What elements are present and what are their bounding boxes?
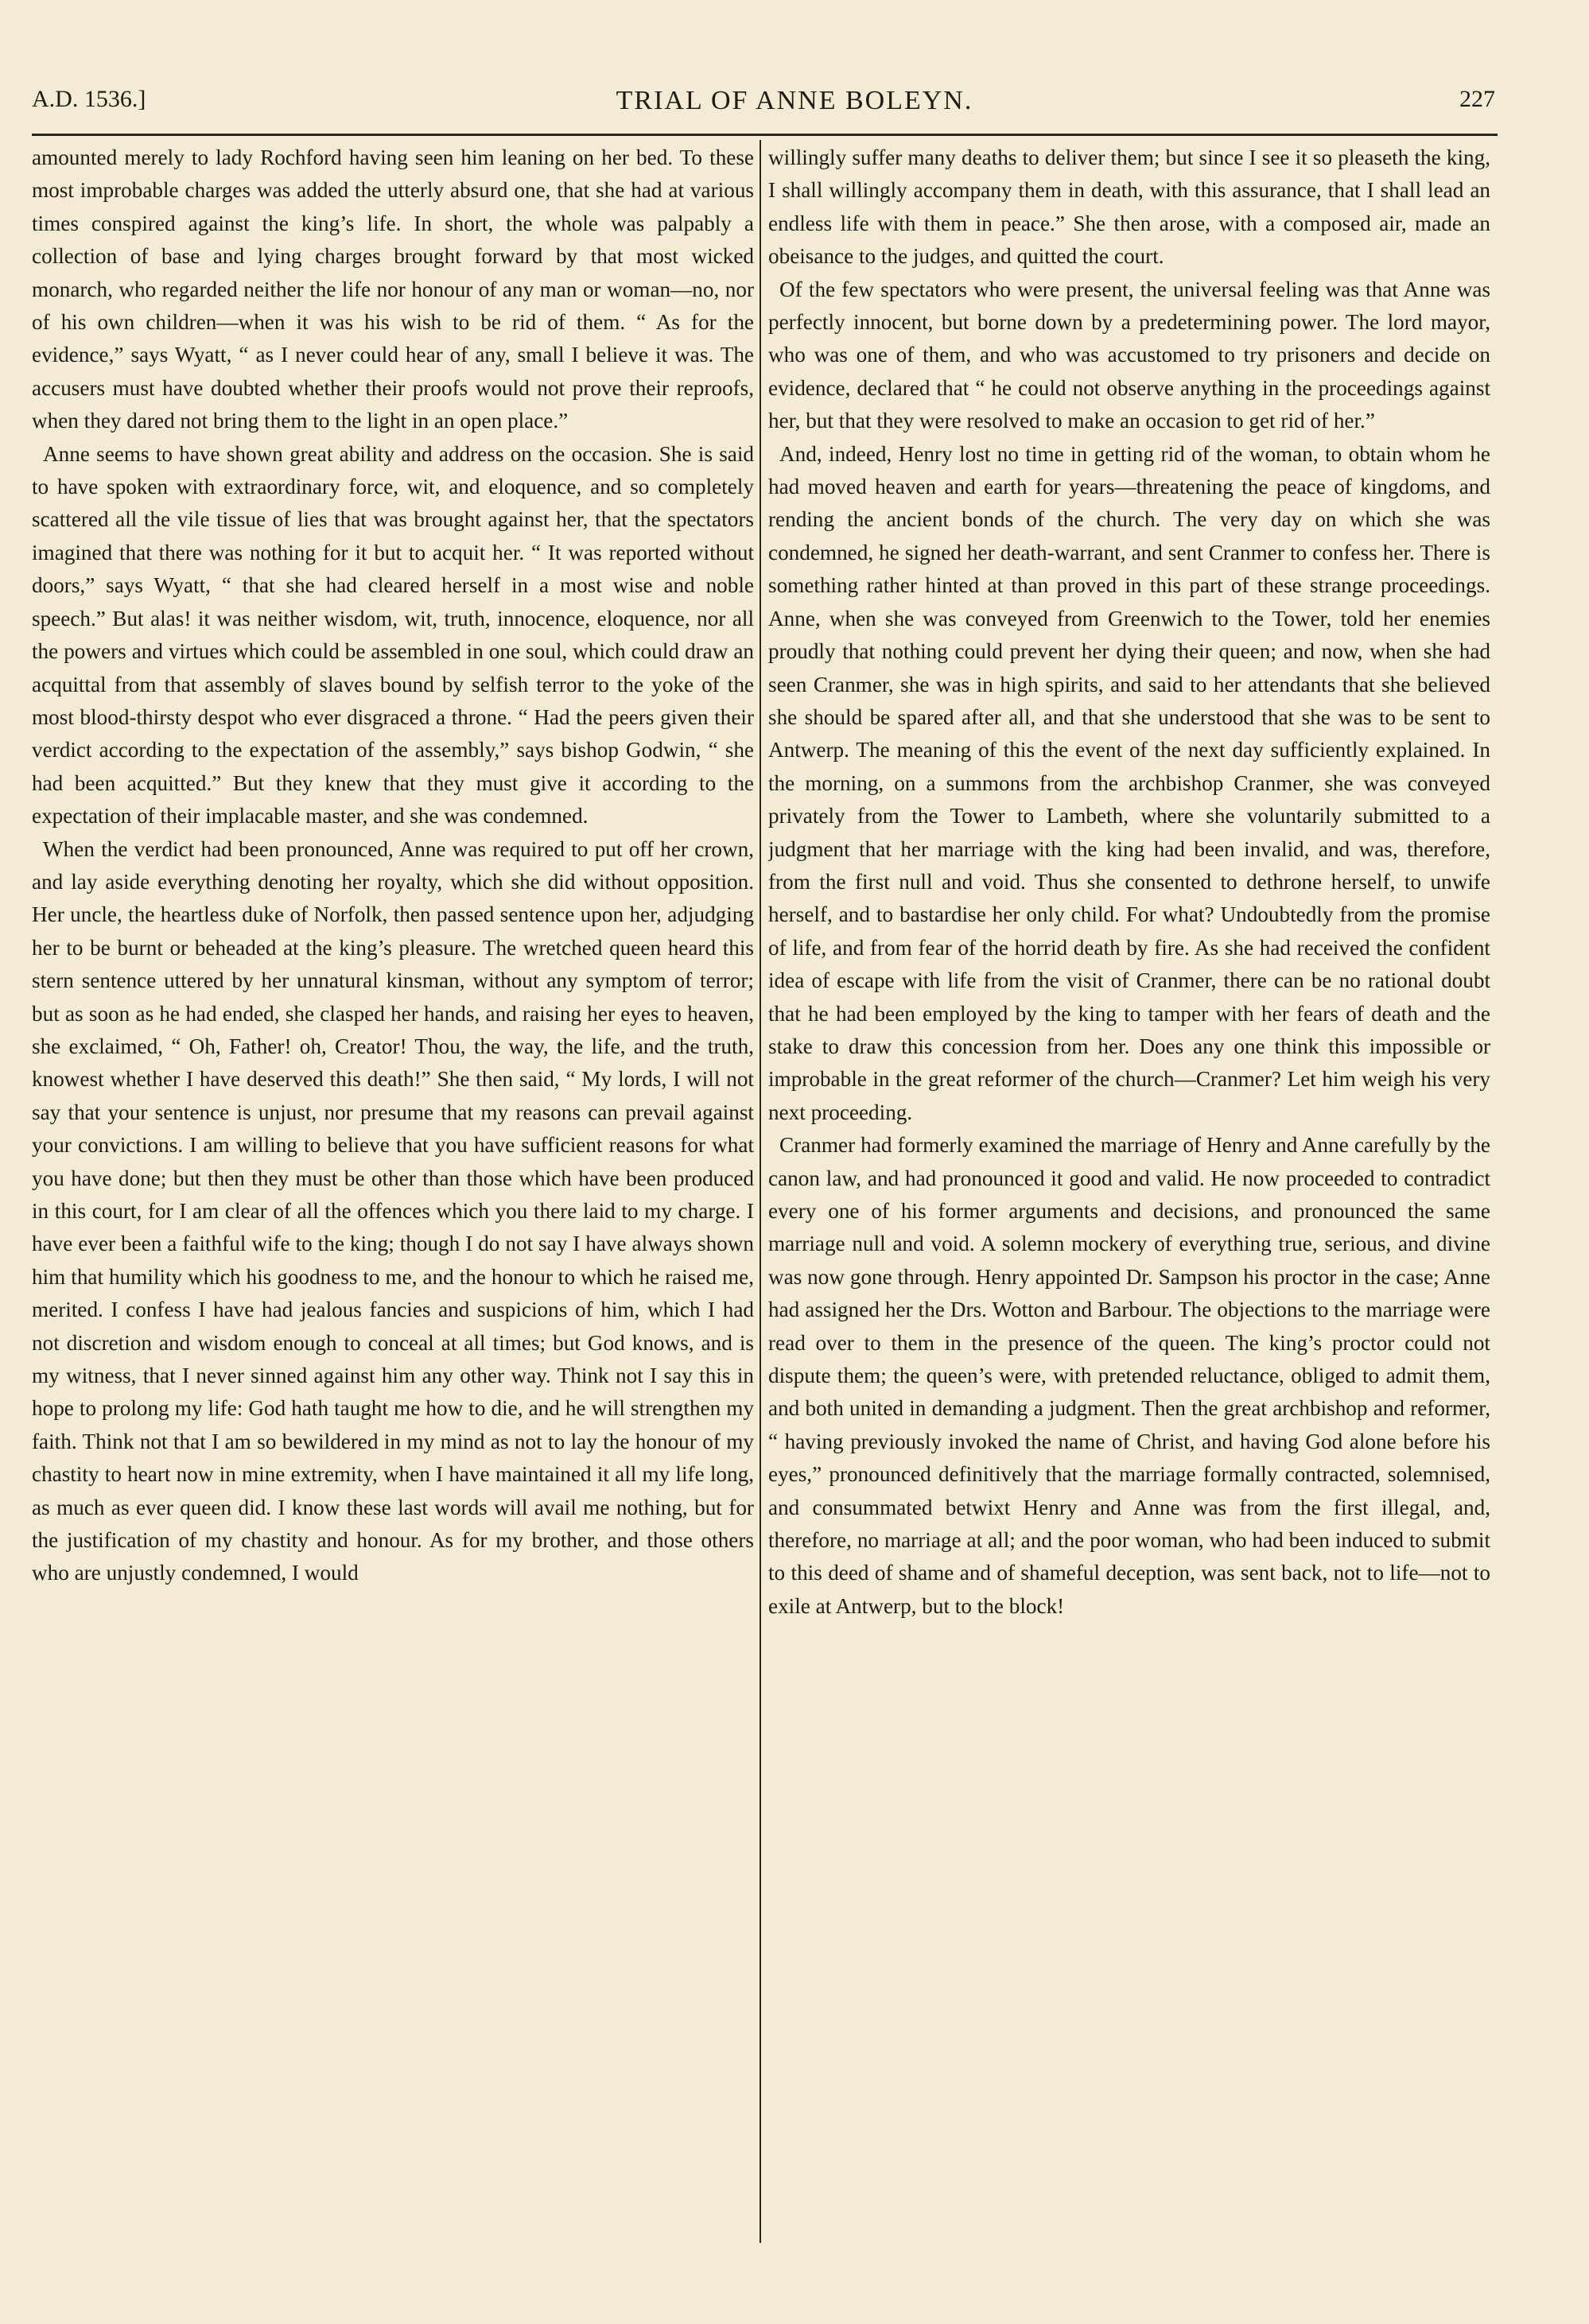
paragraph: willingly suffer many deaths to deliver them; but since I see it so pleaseth the king, I shall willingly accompany them in death, with this assurance, that I shall lead an endless life with them in peace.” She then arose, with a composed air, made an obeisance to the judges, and quitted the court. — [768, 145, 1490, 269]
paragraph: Anne seems to have shown great ability and address on the occasion. She is said to have spoken with extraordinary force, wit, and eloquence, and so completely scattered all the vile tissue of lies that was brought against her, that the spectators imagined that there was nothing for it but to acquit her. “ It was reported without doors,” says Wyatt, “ that she had cleared herself in a most wise and noble speech.” But alas! it was neither wisdom, wit, truth, innocence, eloquence, nor all the powers and virtues which could be assembled in one soul, which could draw an acquittal from that assembly of slaves bound by selfish terror to the yoke of the most blood-thirsty despot who ever disgraced a throne. “ Had the peers given their verdict according to the expectation of the assembly,” says bishop Godwin, “ she had been acquitted.” But they knew that they must give it according to the expectation of their implacable master, and she was condemned. — [32, 441, 754, 828]
page-title: TRIAL OF ANNE BOLEYN. — [616, 86, 973, 115]
paragraph: When the verdict had been pronounced, Anne was required to put off her crown, and lay aside everything denoting her royalty, which she did without opposition. Her uncle, the heartless duke of Norfolk, then passed sentence upon her, adjudging her to be burnt or beheaded at the king’s pleasure. The wretched queen heard this stern sentence uttered by her unnatural kinsman, without any symptom of terror; but as soon as he had ended, she clasped her hands, and raising her eyes to heaven, she exclaimed, “ Oh, Father! oh, Creator! Thou, the way, the life, and the truth, knowest whether I have deserved this death!” She then said, “ My lords, I will not say that your sentence is unjust, nor presume that my reasons can prevail against your convictions. I am willing to believe that you have sufficient reasons for what you have done; but then they must be other than those which have been produced in this court, for I am clear of all the offences which you there laid to my charge. I have ever been a faithful wife to the king; though I do not say I have always shown him that humility which his goodness to me, and the honour to which he raised me, merited. I confess I have had jealous fancies and suspicions of him, which I had not discretion and wisdom enough to conceal at all times; but God knows, and is my witness, that I never sinned against him any other way. Think not I say this in hope to prolong my life: God hath taught me how to die, and he will strengthen my faith. Think not that I am so bewildered in my mind as not to lay the honour of my chastity to heart now in mine extremity, when I have maintained it all my life long, as much as ever queen did. I know these last words will avail me nothing, but for the justification of my chastity and honour. As for my brother, and those others who are unjustly condemned, I would — [32, 836, 754, 1585]
left-column — [32, 142, 754, 2241]
right-column — [768, 142, 1490, 2241]
paragraph: Of the few spectators who were present, the universal feeling was that Anne was perfectly innocent, but borne down by a predetermining power. The lord mayor, who was one of them, and who was accustomed to try prisoners and decide on evidence, declared that “ he could not observe anything in the proceedings against her, but that they were resolved to make an occasion to get rid of her.” — [768, 277, 1490, 433]
paragraph: Cranmer had formerly examined the marriage of Henry and Anne carefully by the canon law, and had pronounced it good and valid. He now proceeded to contradict every one of his former arguments and decisions, and pronounced the same marriage null and void. A solemn mockery of everything true, serious, and divine was now gone through. Henry appointed Dr. Sampson his proctor in the case; Anne had assigned her the Drs. Wotton and Barbour. The objections to the marriage were read over to them in the presence of the queen. The king’s proctor could not dispute them; the queen’s were, with pretended reluctance, obliged to admit them, and both united in demanding a judgment. Then the great archbishop and reformer, “ having previously invoked the name of Christ, and having God alone before his eyes,” pronounced definitively that the marriage formally contracted, solemnised, and consummated betwixt Henry and Anne was from the first illegal, and, therefore, no marriage at all; and the poor woman, who had been induced to submit to this deed of shame and of shameful deception, was sent back, not to life—not to exile at Antwerp, but to the block! — [768, 1133, 1490, 1618]
header-rule — [32, 134, 1498, 136]
running-header — [0, 76, 1589, 124]
column-divider — [760, 140, 761, 2243]
paragraph: And, indeed, Henry lost no time in getting rid of the woman, to obtain whom he had moved heaven and earth for years—threatening the peace of kingdoms, and rending the ancient bonds of the church. The very day on which she was condemned, he signed her death-warrant, and sent Cranmer to confess her. There is something rather hinted at than proved in this part of these strange proceedings. Anne, when she was conveyed from Greenwich to the Tower, told her enemies proudly that nothing could prevent her dying their queen; and now, when she had seen Cranmer, she was in high spirits, and said to her attendants that she believed she should be spared after all, and that she understood that she was to be sent to Antwerp. The meaning of this the event of the next day sufficiently explained. In the morning, on a summons from the archbishop Cranmer, she was conveyed privately from the Tower to Lambeth, where she voluntarily submitted to a judgment that her marriage with the king had been invalid, and was, therefore, from the first null and void. Thus she consented to dethrone herself, to unwife herself, and to bastardise her only child. For what? Undoubtedly from the promise of life, and from fear of the horrid death by fire. As she had received the confident idea of escape with life from the visit of Cranmer, there can be no rational doubt that he had been employed by the king to tamper with her fears of death and the stake to draw this concession from her. Does any one think this impossible or improbable in the great reformer of the church—Cranmer? Let him weigh his very next proceeding. — [768, 441, 1490, 1124]
page-number: 227 — [1459, 86, 1495, 112]
header-date: A.D. 1536.] — [32, 86, 146, 112]
paragraph: amounted merely to lady Rochford having seen him leaning on her bed. To these most improbable charges was added the utterly absurd one, that she had at various times conspired against the king’s life. In short, the whole was palpably a collection of base and lying charges brought forward by that most wicked monarch, who regarded neither the life nor honour of any man or woman—no, nor of his own children—when it was his wish to be rid of them. “ As for the evidence,” says Wyatt, “ as I never could hear of any, small I believe it was. The accusers must have doubted whether their proofs would not prove their reproofs, when they dared not bring them to the light in an open place.” — [32, 145, 754, 433]
